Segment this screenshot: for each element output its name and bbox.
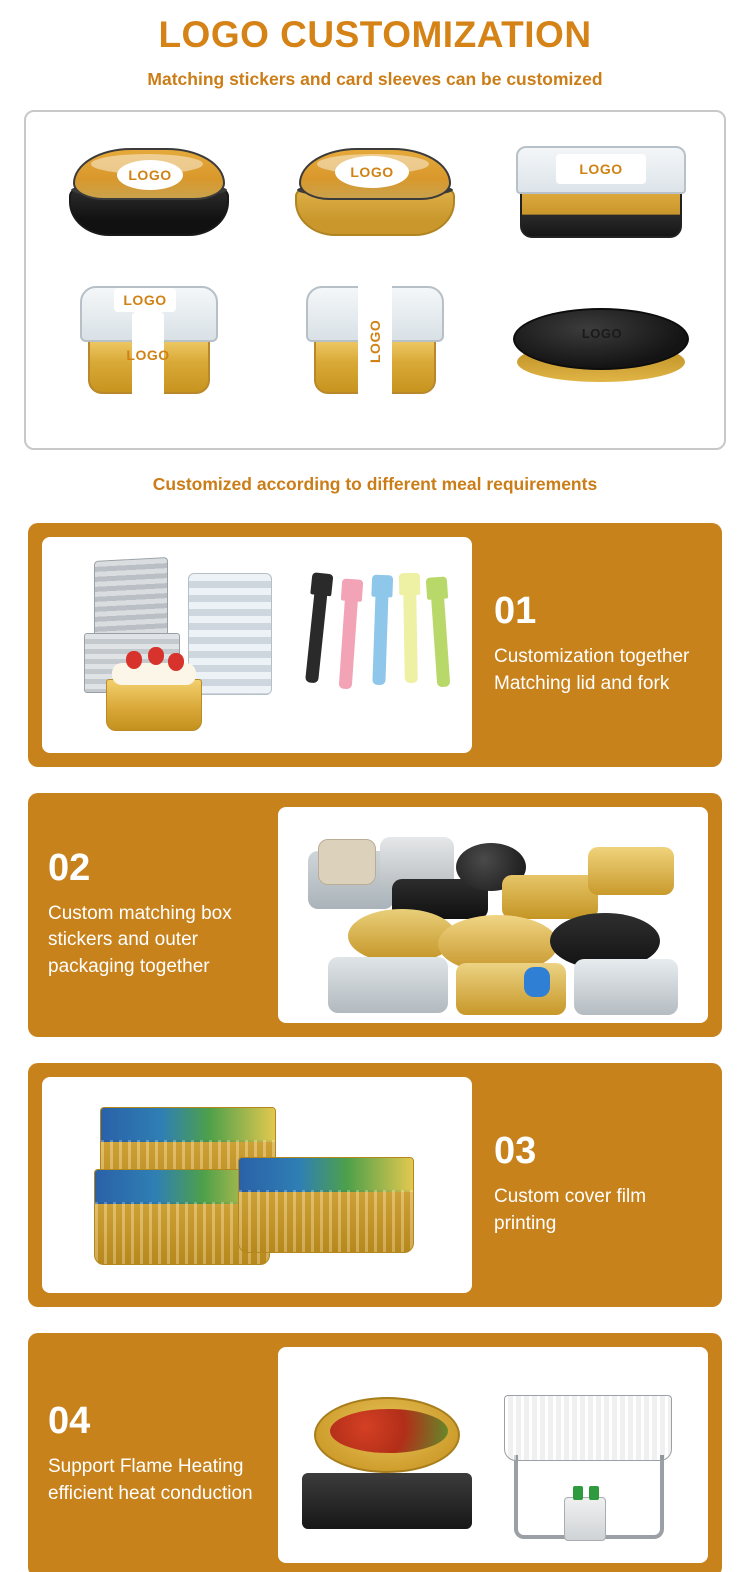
feature-list — [0, 523, 750, 1572]
packaged-containers-pile-photo — [278, 807, 708, 1023]
feature-description: Custom cover film printing — [494, 1186, 647, 1234]
showcase-item-black-round-lid — [488, 280, 714, 434]
page-subtitle: Matching stickers and card sleeves can be customized — [147, 68, 603, 89]
logo-sticker: LOGO — [335, 156, 409, 188]
logo-sticker-top: LOGO — [114, 288, 176, 312]
feature-number: 01 — [494, 590, 537, 633]
feature-number: 04 — [48, 1400, 91, 1443]
feature-row — [28, 1333, 722, 1572]
showcase-item-gold-cup-sleeve — [36, 280, 262, 434]
logo-card-sleeve-vertical: LOGO — [358, 282, 392, 400]
logo-embossed-text: LOGO — [581, 326, 623, 342]
feature-row — [28, 1063, 722, 1307]
page-title: LOGO CUSTOMIZATION — [158, 14, 592, 55]
fork-yellow-icon — [403, 586, 418, 682]
gold-foil-boxes-printed-film-photo — [42, 1077, 472, 1293]
showcase-item-gold-cup-vertical-sleeve — [262, 280, 488, 434]
logo-sleeve-text: LOGO — [126, 346, 170, 363]
showcase-item-round-gold-bowl — [262, 126, 488, 280]
feature-row — [28, 523, 722, 767]
gold-cup-vertical-illustration — [300, 286, 450, 406]
feature-description: Custom matching box stickers and outer packaging together — [48, 903, 232, 977]
showcase-item-round-black-gold-bowl — [36, 126, 262, 280]
logo-sticker: LOGO — [117, 160, 183, 190]
gold-cup-illustration — [74, 286, 224, 406]
fork-black-icon — [305, 586, 328, 683]
foil-cups-lids-and-forks-photo — [42, 537, 472, 753]
fork-blue-icon — [372, 588, 388, 684]
round-gold-bowl-illustration — [295, 148, 455, 240]
feature-description: Support Flame Heating efficient heat conduction — [48, 1456, 253, 1504]
feature-number: 02 — [48, 847, 91, 890]
stove-dish-and-wire-stand-photo — [278, 1347, 708, 1563]
fork-green-icon — [431, 590, 451, 687]
fork-pink-icon — [339, 592, 359, 689]
feature-text — [42, 849, 262, 980]
logo-sticker: LOGO — [556, 154, 646, 184]
page-header — [0, 0, 750, 90]
black-lid-illustration — [513, 308, 689, 388]
feature-text — [488, 592, 708, 696]
feature-row — [28, 793, 722, 1037]
feature-text — [488, 1132, 708, 1236]
logo-showcase-panel — [24, 110, 726, 450]
logo-card-sleeve — [126, 312, 170, 398]
feature-number: 03 — [494, 1130, 537, 1173]
mid-caption: Customized according to different meal requirements — [152, 473, 598, 494]
round-bowl-illustration — [69, 148, 229, 240]
feature-text — [42, 1402, 262, 1506]
feature-description: Customization together Matching lid and fork — [494, 646, 690, 694]
rect-box-illustration — [516, 146, 686, 244]
showcase-item-rect-box — [488, 126, 714, 280]
